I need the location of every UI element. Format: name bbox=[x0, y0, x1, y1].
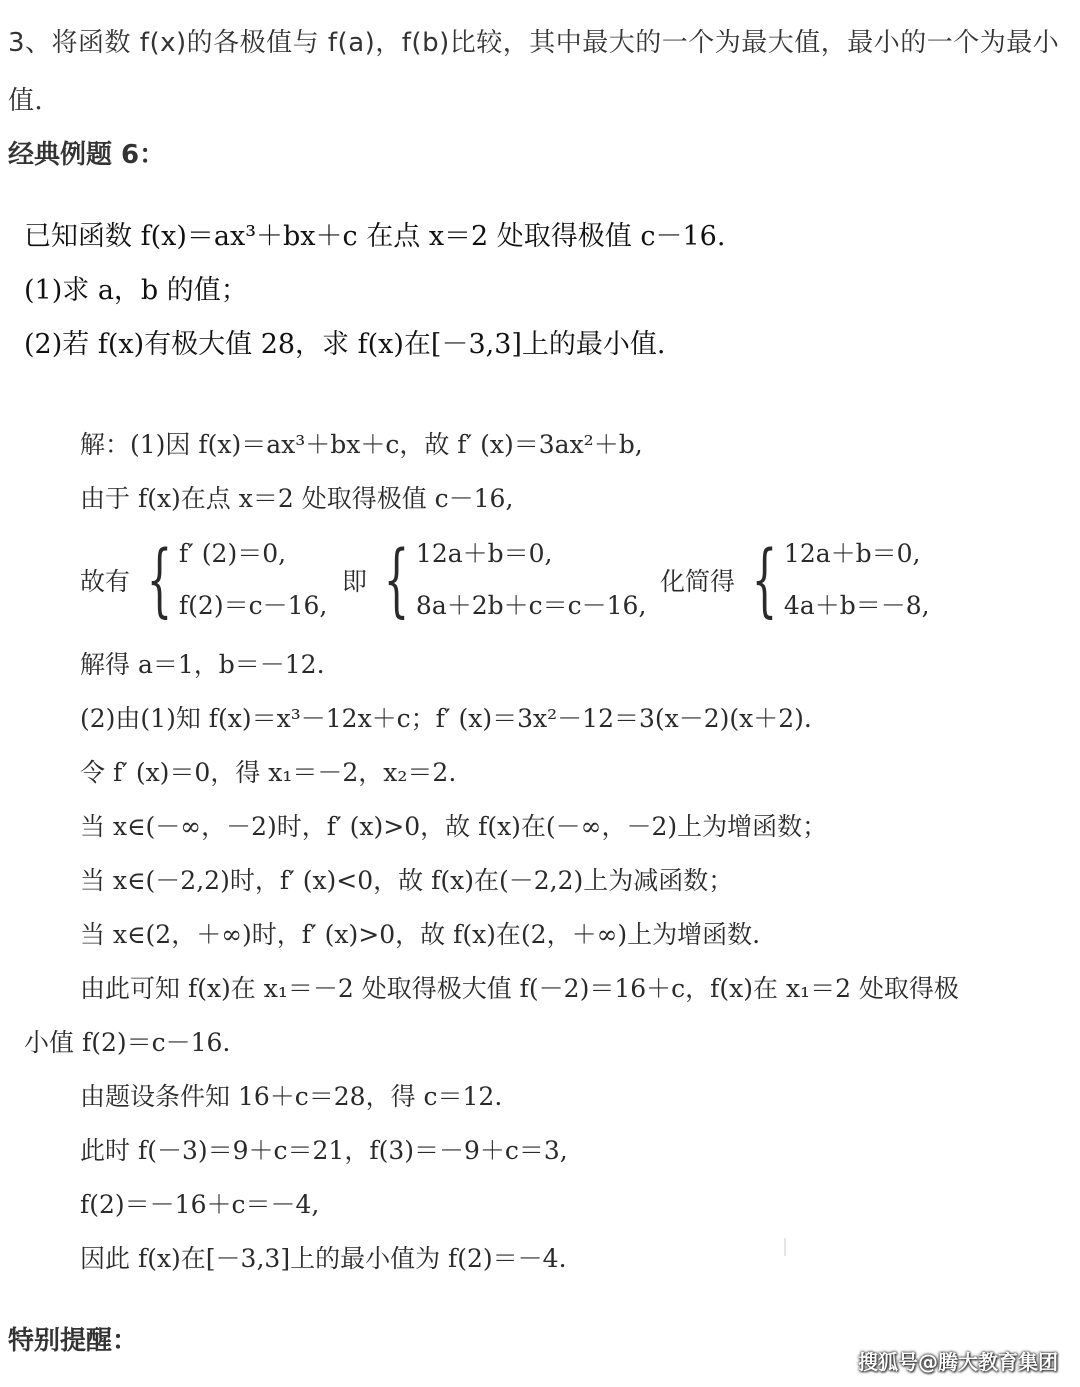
solution-line: 由题设条件知 16＋c＝28，得 c＝12. bbox=[80, 1082, 503, 1111]
system-equation: 4a＋b＝－8, bbox=[783, 591, 930, 620]
watermark: 搜狐号@腾大教育集团 bbox=[858, 1350, 1058, 1374]
solution-line: 小值 f(2)＝c－16. bbox=[24, 1028, 231, 1057]
system-label: 故有 bbox=[80, 567, 131, 596]
problem-stem: 已知函数 f(x)＝ax³＋bx＋c 在点 x＝2 处取得极值 c－16. bbox=[24, 221, 726, 252]
system-label: 即 bbox=[342, 567, 368, 596]
left-brace-icon: { bbox=[383, 533, 410, 626]
system-equation: f(2)＝c－16, bbox=[178, 591, 328, 620]
solution-line: 当 x∈(2，＋∞)时，f′ (x)>0，故 f(x)在(2，＋∞)上为增函数. bbox=[80, 920, 761, 949]
solution-line: 当 x∈(－∞，－2)时，f′ (x)>0，故 f(x)在(－∞，－2)上为增函数； bbox=[80, 812, 828, 841]
intro-paragraph: 3、将函数 f(x)的各极值与 f(a)，f(b)比较，其中最大的一个为最大值，最小的一个为最小值． bbox=[8, 28, 1060, 116]
problem-question-1: (1)求 a，b 的值； bbox=[24, 275, 248, 306]
special-note-heading: 特别提醒： bbox=[8, 1326, 139, 1356]
equation-systems-row bbox=[80, 530, 1070, 630]
example-heading: 经典例题 6： bbox=[8, 140, 166, 170]
system-equation: 8a＋2b＋c＝c－16, bbox=[415, 591, 647, 620]
system-label: 化简得 bbox=[660, 567, 736, 596]
solution-line: 当 x∈(－2,2)时，f′ (x)<0，故 f(x)在(－2,2)上为减函数； bbox=[80, 866, 734, 895]
equation-system-2 bbox=[342, 530, 646, 630]
solution-block bbox=[24, 418, 1070, 1286]
solution-line: 由此可知 f(x)在 x₁＝－2 处取得极大值 f(－2)＝16＋c，f(x)在 x₁＝2 处取得极 bbox=[80, 974, 959, 1003]
equation-system-3 bbox=[660, 530, 930, 630]
solution-line: f(2)＝－16＋c＝－4, bbox=[80, 1190, 320, 1219]
solution-line: 此时 f(－3)＝9＋c＝21，f(3)＝－9＋c＝3, bbox=[80, 1136, 568, 1165]
solution-line: 解：(1)因 f(x)＝ax³＋bx＋c，故 f′ (x)＝3ax²＋b, bbox=[80, 430, 643, 459]
problem-block bbox=[24, 210, 1064, 372]
solution-line: (2)由(1)知 f(x)＝x³－12x＋c；f′ (x)＝3x²－12＝3(x－2)(x＋2). bbox=[80, 704, 812, 733]
scan-artifact bbox=[784, 1238, 786, 1256]
system-equation: 12a＋b＝0, bbox=[783, 539, 921, 568]
solution-line: 因此 f(x)在[－3,3]上的最小值为 f(2)＝－4. bbox=[80, 1244, 567, 1273]
equation-system-1 bbox=[80, 530, 327, 630]
solution-line: 由于 f(x)在点 x＝2 处取得极值 c－16, bbox=[80, 484, 514, 513]
solution-line: 解得 a＝1，b＝－12. bbox=[80, 650, 325, 679]
left-brace-icon: { bbox=[751, 533, 778, 626]
solution-line: 令 f′ (x)＝0，得 x₁＝－2，x₂＝2. bbox=[80, 758, 457, 787]
system-equation: 12a＋b＝0, bbox=[415, 539, 553, 568]
problem-question-2: (2)若 f(x)有极大值 28，求 f(x)在[－3,3]上的最小值. bbox=[24, 329, 666, 360]
left-brace-icon: { bbox=[146, 533, 173, 626]
system-equation: f′ (2)＝0, bbox=[178, 539, 287, 568]
